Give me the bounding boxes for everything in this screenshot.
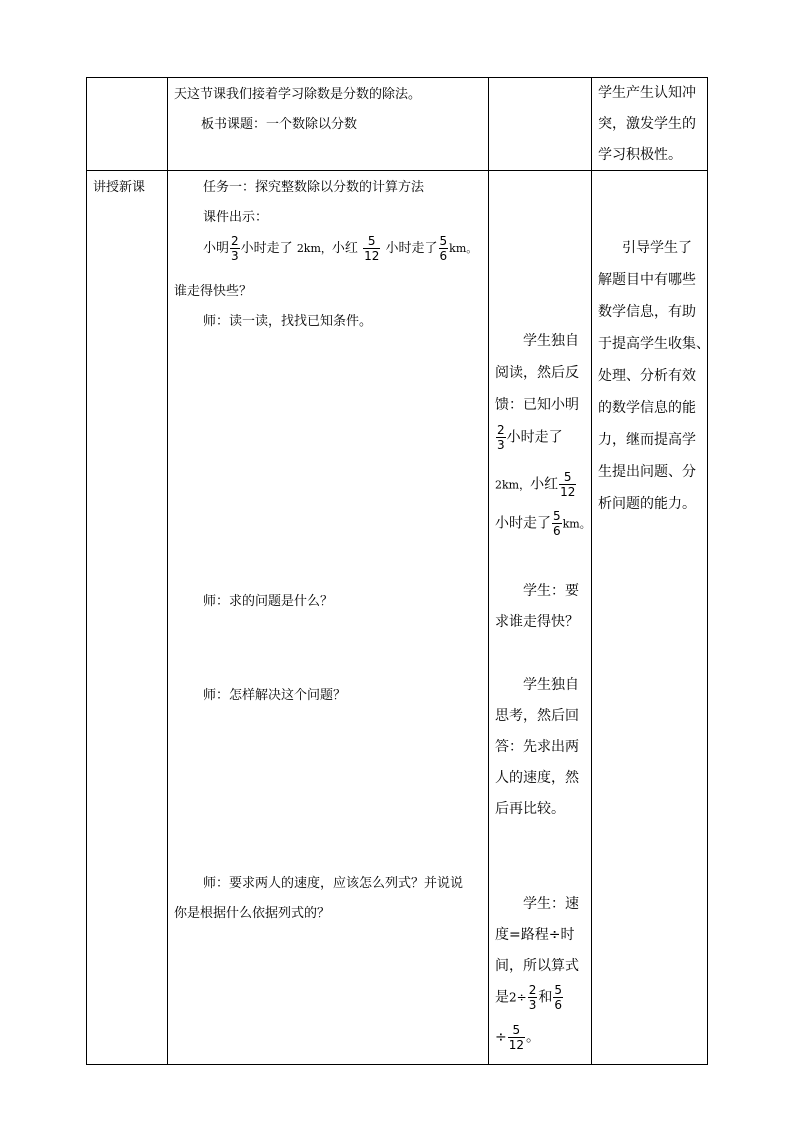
student-text: 度=路程÷时 bbox=[495, 927, 575, 943]
student-text: 人的速度，然 bbox=[495, 770, 579, 786]
intent-line: 数学信息，有助 bbox=[598, 304, 696, 320]
teacher-question: 师：读一读，找找已知条件。 bbox=[203, 314, 373, 329]
problem-question: 谁走得快些？ bbox=[174, 284, 253, 299]
fraction: $\frac{5}{12}$ bbox=[364, 234, 380, 263]
table-border-left bbox=[86, 77, 87, 1065]
student-text: 学生独自 bbox=[523, 677, 579, 693]
row-divider bbox=[86, 170, 708, 171]
problem-text: 小时走了 bbox=[385, 241, 438, 256]
teacher-question: 师：怎样解决这个问题？ bbox=[203, 688, 347, 703]
student-text: 答：先求出两 bbox=[495, 739, 579, 755]
student-text: 馈：已知小明 bbox=[495, 397, 579, 413]
board-title: 板书课题：一个数除以分数 bbox=[201, 117, 358, 132]
student-text: 小时走了 $\frac{5}{6}$ km。 bbox=[495, 509, 591, 538]
fraction: $\frac{5}{6}$ bbox=[439, 234, 448, 263]
table-border-top bbox=[86, 77, 708, 78]
problem-distance: 2km， bbox=[296, 242, 332, 255]
lesson-table bbox=[86, 77, 708, 1065]
intent-line: 的数学信息的能 bbox=[598, 400, 696, 416]
intent-line: 处理、分析有效 bbox=[598, 368, 696, 384]
intent-line: 学生产生认知冲 bbox=[598, 85, 696, 101]
student-text: 2km，小红 $\frac{5}{12}$ bbox=[495, 470, 576, 499]
fraction: $\frac{5}{12}$ bbox=[560, 470, 576, 499]
problem-unit: km。 bbox=[449, 242, 478, 255]
problem-text: 小明 bbox=[203, 241, 230, 256]
intent-line: 学习积极性。 bbox=[598, 147, 682, 163]
student-text: 后再比较。 bbox=[495, 801, 565, 817]
intent-line: 于提高学生收集、 bbox=[598, 336, 710, 352]
stage-label: 讲授新课 bbox=[93, 180, 146, 195]
student-text: 思考，然后回 bbox=[495, 708, 579, 724]
teacher-question: 师：要求两人的速度，应该怎么列式？并说说 bbox=[203, 876, 464, 891]
student-text: $\frac{2}{3}$ 小时走了 bbox=[497, 423, 563, 452]
problem-text: 小红 bbox=[331, 241, 358, 256]
fraction: $\frac{2}{3}$ bbox=[231, 234, 239, 263]
intent-line: 突，激发学生的 bbox=[598, 116, 696, 132]
intent-line: 生提出问题、分 bbox=[598, 464, 696, 480]
student-text: 间，所以算式 bbox=[495, 958, 579, 974]
table-border-right bbox=[707, 77, 708, 1065]
student-text: 求谁走得快？ bbox=[495, 614, 579, 630]
problem-text: 小时走了 bbox=[240, 241, 293, 256]
student-text: 学生：速 bbox=[523, 896, 579, 912]
problem-line bbox=[203, 234, 477, 263]
table-border-bottom bbox=[86, 1064, 708, 1065]
student-text: 是2÷ $\frac{2}{3}$ 和 $\frac{5}{6}$ bbox=[495, 983, 562, 1012]
col-divider-2 bbox=[488, 77, 489, 1065]
student-text: 阅读，然后反 bbox=[495, 365, 579, 381]
content-line: 天这节课我们接着学习除数是分数的除法。 bbox=[174, 87, 422, 102]
intent-line: 析问题的能力。 bbox=[598, 496, 696, 512]
student-text: ÷ $\frac{5}{12}$ 。 bbox=[495, 1023, 541, 1052]
intent-line: 解题目中有哪些 bbox=[598, 272, 696, 288]
fraction: $\frac{2}{3}$ bbox=[528, 983, 537, 1012]
teacher-question: 师：求的问题是什么？ bbox=[203, 594, 334, 609]
fraction: $\frac{5}{6}$ bbox=[554, 983, 562, 1012]
fraction: $\frac{5}{6}$ bbox=[553, 509, 561, 538]
courseware-label: 课件出示： bbox=[203, 210, 269, 225]
teacher-question: 你是根据什么依据列式的？ bbox=[174, 906, 331, 921]
col-divider-1 bbox=[167, 77, 168, 1065]
fraction: $\frac{2}{3}$ bbox=[497, 423, 505, 452]
student-text: 学生：要 bbox=[523, 583, 579, 599]
col-divider-3 bbox=[591, 77, 592, 1065]
student-text: 学生独自 bbox=[523, 333, 579, 349]
task-title: 任务一：探究整数除以分数的计算方法 bbox=[203, 180, 425, 195]
fraction: $\frac{5}{12}$ bbox=[508, 1023, 525, 1052]
intent-line: 引导学生了 bbox=[622, 240, 692, 256]
intent-line: 力，继而提高学 bbox=[598, 432, 696, 448]
